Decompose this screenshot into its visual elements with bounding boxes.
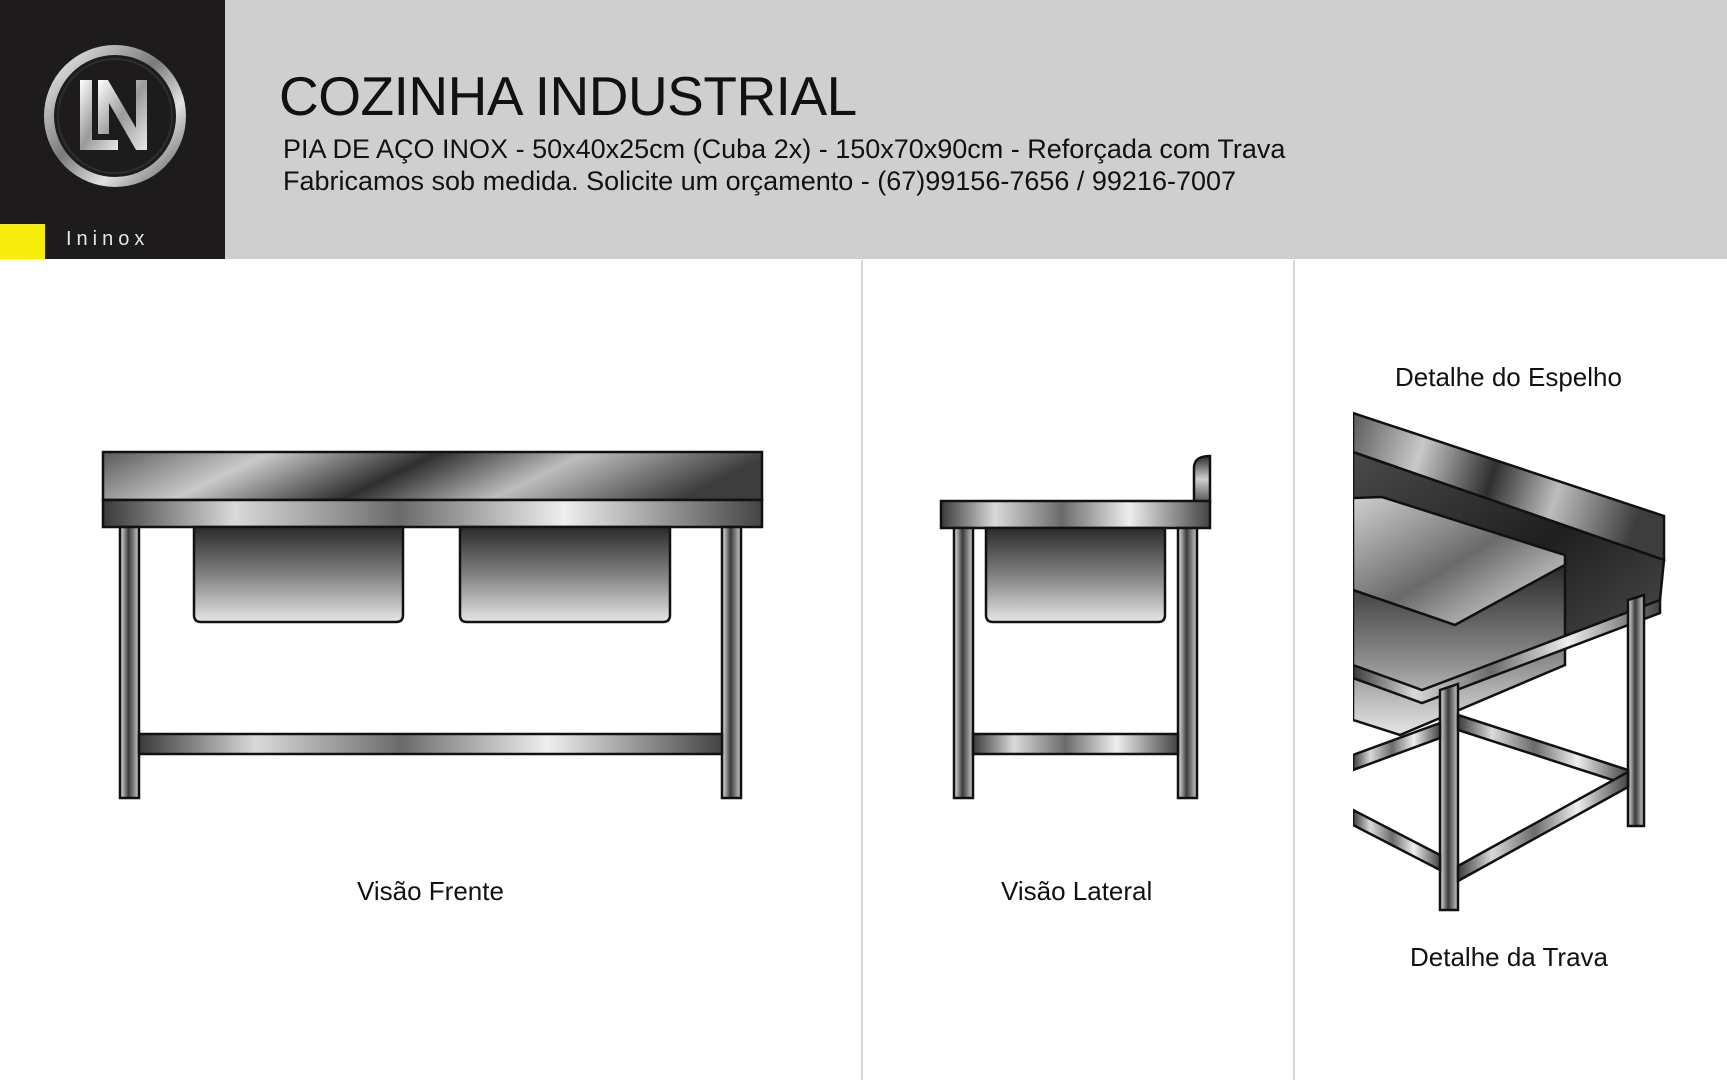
caption-brace-detail: Detalhe da Trava	[1410, 942, 1609, 972]
product-spec: PIA DE AÇO INOX - 50x40x25cm (Cuba 2x) - 150x70x90cm - Reforçada com Trava	[283, 134, 1286, 164]
brand-name: Ininox	[66, 228, 150, 250]
caption-side-view: Visão Lateral	[1001, 876, 1153, 906]
contact-line: Fabricamos sob medida. Solicite um orçamento - (67)99156-7656 / 99216-7007	[283, 166, 1237, 196]
page-title: COZINHA INDUSTRIAL	[279, 65, 857, 127]
caption-front-view: Visão Frente	[357, 876, 504, 906]
isometric-detail-drawing	[1353, 413, 1664, 910]
caption-mirror-detail: Detalhe do Espelho	[1395, 362, 1622, 392]
front-view-drawing	[103, 452, 762, 798]
side-view-drawing	[941, 456, 1210, 798]
